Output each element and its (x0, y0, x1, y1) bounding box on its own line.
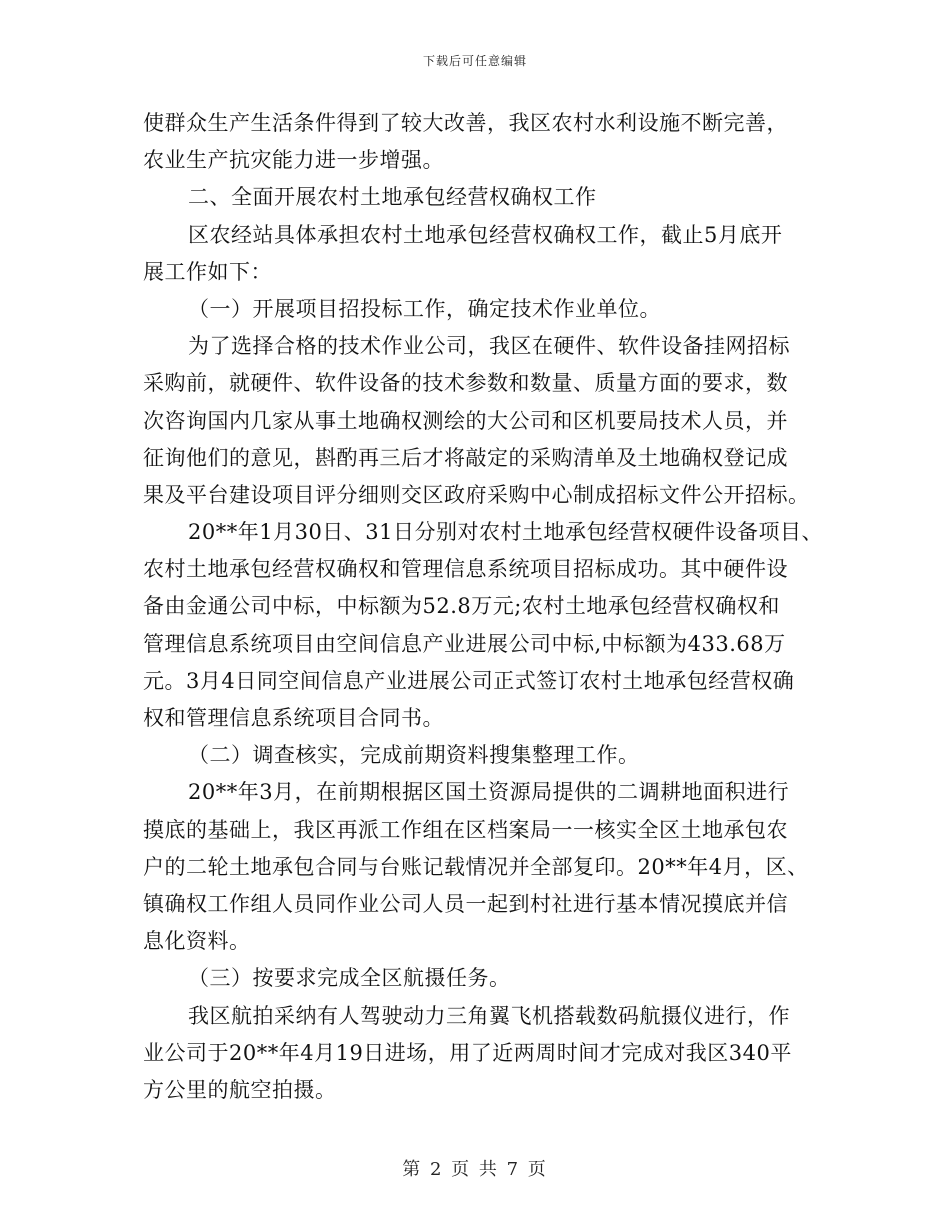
body-line-17: 权和管理信息系统项目合同书。 (143, 706, 444, 730)
body-line-1: 使群众生产生活条件得到了较大改善，我区农村水利设施不断完善， (143, 111, 788, 135)
page-number: 第 2 页 共 7 页 (402, 1159, 548, 1180)
subsection-heading-3: （三）按要求完成全区航摄任务。 (188, 966, 511, 991)
body-line-16: 元。3月4日同空间信息产业进展公司正式签订农村土地承包经营权确 (143, 668, 795, 693)
body-line-14: 备由金通公司中标，中标额为52.8万元;农村土地承包经营权确权和 (143, 594, 780, 619)
body-line-21: 户的二轮土地承包合同与台账记载情况并全部复印。20**年4月，区、 (143, 854, 809, 879)
body-line-12: 20**年1月30日、31日分别对农村土地承包经营权硬件设备项目、 (188, 520, 824, 545)
subsection-heading-1: （一）开展项目招投标工作，确定技术作业单位。 (188, 296, 661, 321)
page-header-note: 下载后可任意编辑 (422, 54, 527, 68)
body-line-25: 我区航拍采纳有人驾驶动力三角翼飞机搭载数码航摄仪进行，作 (188, 1003, 790, 1028)
body-line-26: 业公司于20**年4月19日进场，用了近两周时间才完成对我区340平 (143, 1040, 792, 1065)
body-line-7: 为了选择合格的技术作业公司，我区在硬件、软件设备挂网招标 (188, 334, 790, 359)
section-heading-2: 二、全面开展农村土地承包经营权确权工作 (188, 185, 597, 210)
body-line-20: 摸底的基础上，我区再派工作组在区档案局一一核实全区土地承包农 (143, 817, 788, 842)
body-line-27: 方公里的航空拍摄。 (143, 1077, 337, 1102)
body-line-23: 息化资料。 (143, 929, 251, 954)
body-line-4: 区农经站具体承担农村土地承包经营权确权工作，截止5月底开 (188, 222, 783, 247)
body-line-9: 次咨询国内几家从事土地确权测绘的大公司和区机要局技术人员，并 (143, 408, 788, 433)
body-line-8: 采购前，就硬件、软件设备的技术参数和数量、质量方面的要求，数 (143, 371, 788, 396)
body-line-13: 农村土地承包经营权确权和管理信息系统项目招标成功。其中硬件设 (143, 557, 788, 582)
body-line-2: 农业生产抗灾能力进一步增强。 (143, 148, 444, 173)
body-line-15: 管理信息系统项目由空间信息产业进展公司中标,中标额为433.68万 (143, 631, 786, 656)
body-line-10: 征询他们的意见，斟酌再三后才将敲定的采购清单及土地确权登记成 (143, 445, 788, 470)
body-line-22: 镇确权工作组人员同作业公司人员一起到村社进行基本情况摸底并信 (143, 891, 788, 916)
subsection-heading-2: （二）调查核实，完成前期资料搜集整理工作。 (188, 743, 640, 768)
document-body (143, 105, 823, 1109)
body-line-11: 果及平台建设项目评分细则交区政府采购中心制成招标文件公开招标。 (143, 482, 810, 507)
body-line-19: 20**年3月，在前期根据区国土资源局提供的二调耕地面积进行 (188, 780, 790, 805)
body-line-5: 展工作如下： (143, 259, 272, 284)
